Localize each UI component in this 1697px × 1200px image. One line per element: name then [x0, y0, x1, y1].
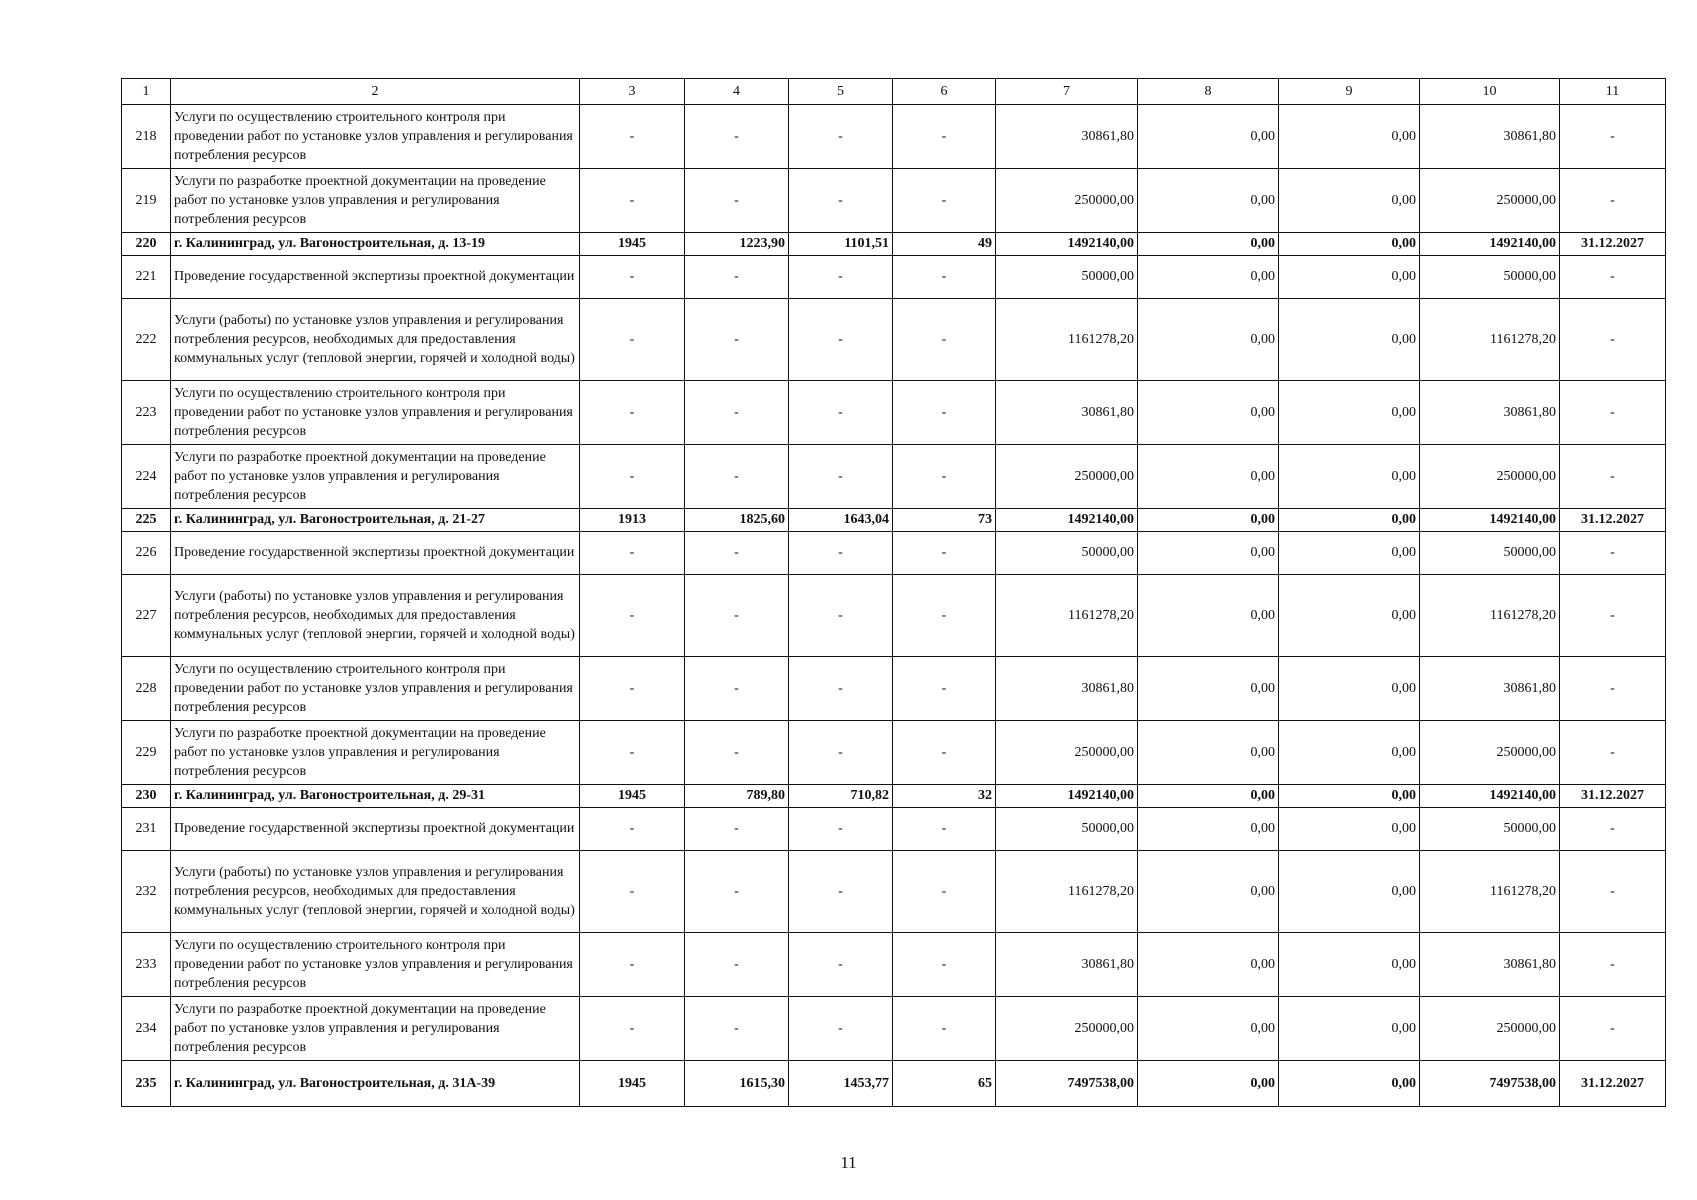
cell-fund-share: 0,00	[1138, 997, 1279, 1061]
cell-completion-date: 31.12.2027	[1560, 509, 1666, 532]
cell-fund-share: 0,00	[1138, 299, 1279, 381]
cell-total-cost: 30861,80	[996, 657, 1138, 721]
cell-owner-share: 50000,00	[1420, 256, 1560, 299]
cell-owner-share: 250000,00	[1420, 721, 1560, 785]
cell-residents: -	[893, 997, 996, 1061]
cell-owner-share: 30861,80	[1420, 933, 1560, 997]
cell-area-total: -	[685, 445, 789, 509]
cell-description: Проведение государственной экспертизы проектной документации	[171, 808, 580, 851]
address-row	[122, 509, 1666, 532]
cell-description: Услуги по разработке проектной документации на проведение работ по установке узлов управления и регулирования потребления ресурсов	[171, 445, 580, 509]
cell-area-living: -	[789, 299, 893, 381]
cell-total-cost: 1161278,20	[996, 851, 1138, 933]
column-number: 1	[122, 79, 171, 105]
cell-completion-date: -	[1560, 105, 1666, 169]
cell-fund-share: 0,00	[1138, 509, 1279, 532]
cell-residents: 65	[893, 1061, 996, 1107]
service-row	[122, 721, 1666, 785]
header-row	[122, 79, 1666, 105]
cell-total-cost: 30861,80	[996, 933, 1138, 997]
cell-area-total: -	[685, 381, 789, 445]
cell-description: Услуги по разработке проектной документации на проведение работ по установке узлов управления и регулирования потребления ресурсов	[171, 169, 580, 233]
cell-total-cost: 1161278,20	[996, 575, 1138, 657]
cell-budget-share: 0,00	[1279, 785, 1420, 808]
cell-owner-share: 1492140,00	[1420, 233, 1560, 256]
cell-budget-share: 0,00	[1279, 657, 1420, 721]
cell-completion-date: 31.12.2027	[1560, 785, 1666, 808]
cell-fund-share: 0,00	[1138, 575, 1279, 657]
cell-budget-share: 0,00	[1279, 233, 1420, 256]
cell-year: -	[580, 851, 685, 933]
cell-budget-share: 0,00	[1279, 105, 1420, 169]
cell-year: -	[580, 169, 685, 233]
cell-year: -	[580, 105, 685, 169]
cell-total-cost: 30861,80	[996, 105, 1138, 169]
cell-year: -	[580, 445, 685, 509]
cell-area-living: -	[789, 721, 893, 785]
cell-area-total: -	[685, 532, 789, 575]
cell-completion-date: -	[1560, 532, 1666, 575]
cell-description: Услуги по осуществлению строительного контроля при проведении работ по установке узлов управления и регулирования потребления ресурсов	[171, 933, 580, 997]
cell-owner-share: 250000,00	[1420, 169, 1560, 233]
cell-fund-share: 0,00	[1138, 169, 1279, 233]
cell-area-living: -	[789, 657, 893, 721]
cell-year: 1945	[580, 1061, 685, 1107]
column-number: 8	[1138, 79, 1279, 105]
cell-total-cost: 50000,00	[996, 532, 1138, 575]
cell-area-living: -	[789, 997, 893, 1061]
cell-description: Проведение государственной экспертизы проектной документации	[171, 532, 580, 575]
cell-area-total: -	[685, 933, 789, 997]
address-row	[122, 233, 1666, 256]
cell-fund-share: 0,00	[1138, 445, 1279, 509]
column-number: 6	[893, 79, 996, 105]
cell-residents: 73	[893, 509, 996, 532]
cell-completion-date: 31.12.2027	[1560, 233, 1666, 256]
column-number: 11	[1560, 79, 1666, 105]
cell-owner-share: 30861,80	[1420, 105, 1560, 169]
cell-area-total: -	[685, 657, 789, 721]
cell-area-total: 1825,60	[685, 509, 789, 532]
cell-area-living: 1643,04	[789, 509, 893, 532]
cell-description: Услуги по осуществлению строительного контроля при проведении работ по установке узлов управления и регулирования потребления ресурсов	[171, 381, 580, 445]
service-row	[122, 532, 1666, 575]
cell-total-cost: 250000,00	[996, 997, 1138, 1061]
cell-year: -	[580, 808, 685, 851]
cell-fund-share: 0,00	[1138, 233, 1279, 256]
cell-completion-date: -	[1560, 997, 1666, 1061]
cell-fund-share: 0,00	[1138, 381, 1279, 445]
cell-year: 1945	[580, 233, 685, 256]
cell-area-total: 789,80	[685, 785, 789, 808]
cell-row-number: 220	[122, 233, 171, 256]
cell-description: г. Калининград, ул. Вагоностроительная, д. 21-27	[171, 509, 580, 532]
cell-total-cost: 50000,00	[996, 256, 1138, 299]
cell-row-number: 232	[122, 851, 171, 933]
cell-total-cost: 1492140,00	[996, 509, 1138, 532]
cell-area-living: 1453,77	[789, 1061, 893, 1107]
cell-year: -	[580, 997, 685, 1061]
cell-area-total: -	[685, 851, 789, 933]
cell-owner-share: 50000,00	[1420, 808, 1560, 851]
cell-budget-share: 0,00	[1279, 532, 1420, 575]
cell-year: -	[580, 532, 685, 575]
cell-row-number: 225	[122, 509, 171, 532]
cell-completion-date: -	[1560, 721, 1666, 785]
cell-budget-share: 0,00	[1279, 381, 1420, 445]
cell-budget-share: 0,00	[1279, 933, 1420, 997]
cell-total-cost: 7497538,00	[996, 1061, 1138, 1107]
cell-area-total: -	[685, 256, 789, 299]
cell-owner-share: 250000,00	[1420, 445, 1560, 509]
cell-row-number: 231	[122, 808, 171, 851]
cell-residents: -	[893, 299, 996, 381]
page-number: 11	[840, 1153, 857, 1172]
cell-total-cost: 50000,00	[996, 808, 1138, 851]
cell-total-cost: 1161278,20	[996, 299, 1138, 381]
cell-total-cost: 30861,80	[996, 381, 1138, 445]
cell-row-number: 222	[122, 299, 171, 381]
cell-owner-share: 1492140,00	[1420, 509, 1560, 532]
cell-residents: 32	[893, 785, 996, 808]
cell-row-number: 234	[122, 997, 171, 1061]
column-number: 9	[1279, 79, 1420, 105]
cell-area-total: -	[685, 721, 789, 785]
cell-budget-share: 0,00	[1279, 509, 1420, 532]
cell-completion-date: -	[1560, 256, 1666, 299]
address-row	[122, 785, 1666, 808]
cell-row-number: 223	[122, 381, 171, 445]
cell-owner-share: 50000,00	[1420, 532, 1560, 575]
cell-row-number: 228	[122, 657, 171, 721]
cell-residents: -	[893, 721, 996, 785]
cell-budget-share: 0,00	[1279, 256, 1420, 299]
cell-area-total: -	[685, 997, 789, 1061]
cell-description: Услуги (работы) по установке узлов управления и регулирования потребления ресурсов, необходимых для предоставления коммунальных услуг (тепловой энергии, горячей и холодной воды)	[171, 851, 580, 933]
cell-fund-share: 0,00	[1138, 851, 1279, 933]
cell-completion-date: -	[1560, 445, 1666, 509]
cell-owner-share: 30861,80	[1420, 657, 1560, 721]
cell-owner-share: 1492140,00	[1420, 785, 1560, 808]
cell-budget-share: 0,00	[1279, 808, 1420, 851]
cell-residents: -	[893, 105, 996, 169]
cell-fund-share: 0,00	[1138, 256, 1279, 299]
cell-year: -	[580, 721, 685, 785]
cell-total-cost: 1492140,00	[996, 233, 1138, 256]
cell-area-living: -	[789, 851, 893, 933]
cell-owner-share: 7497538,00	[1420, 1061, 1560, 1107]
cell-residents: -	[893, 657, 996, 721]
cell-residents: -	[893, 256, 996, 299]
cell-area-total: -	[685, 105, 789, 169]
service-row	[122, 169, 1666, 233]
cell-completion-date: -	[1560, 575, 1666, 657]
cell-completion-date: -	[1560, 169, 1666, 233]
cell-row-number: 235	[122, 1061, 171, 1107]
cell-total-cost: 250000,00	[996, 169, 1138, 233]
cell-completion-date: -	[1560, 381, 1666, 445]
cell-description: Услуги по осуществлению строительного контроля при проведении работ по установке узлов управления и регулирования потребления ресурсов	[171, 657, 580, 721]
cell-fund-share: 0,00	[1138, 105, 1279, 169]
cell-budget-share: 0,00	[1279, 575, 1420, 657]
cell-residents: -	[893, 169, 996, 233]
cell-fund-share: 0,00	[1138, 532, 1279, 575]
cell-year: 1945	[580, 785, 685, 808]
cell-description: Услуги (работы) по установке узлов управления и регулирования потребления ресурсов, необходимых для предоставления коммунальных услуг (тепловой энергии, горячей и холодной воды)	[171, 575, 580, 657]
cell-residents: -	[893, 381, 996, 445]
cell-fund-share: 0,00	[1138, 933, 1279, 997]
cell-budget-share: 0,00	[1279, 851, 1420, 933]
column-number: 5	[789, 79, 893, 105]
cell-area-total: 1223,90	[685, 233, 789, 256]
cell-budget-share: 0,00	[1279, 169, 1420, 233]
cell-completion-date: -	[1560, 851, 1666, 933]
cell-year: -	[580, 933, 685, 997]
cell-row-number: 227	[122, 575, 171, 657]
cell-description: Услуги (работы) по установке узлов управления и регулирования потребления ресурсов, необходимых для предоставления коммунальных услуг (тепловой энергии, горячей и холодной воды)	[171, 299, 580, 381]
column-number: 2	[171, 79, 580, 105]
cell-year: -	[580, 381, 685, 445]
cell-residents: -	[893, 933, 996, 997]
cell-area-total: -	[685, 575, 789, 657]
service-row	[122, 381, 1666, 445]
cell-owner-share: 30861,80	[1420, 381, 1560, 445]
cell-area-living: -	[789, 169, 893, 233]
service-row	[122, 933, 1666, 997]
cell-year: -	[580, 299, 685, 381]
service-row	[122, 299, 1666, 381]
cell-fund-share: 0,00	[1138, 721, 1279, 785]
cell-area-living: -	[789, 808, 893, 851]
cell-completion-date: -	[1560, 933, 1666, 997]
cell-description: г. Калининград, ул. Вагоностроительная, д. 31А-39	[171, 1061, 580, 1107]
cell-residents: 49	[893, 233, 996, 256]
cell-row-number: 226	[122, 532, 171, 575]
cell-total-cost: 1492140,00	[996, 785, 1138, 808]
cell-completion-date: -	[1560, 808, 1666, 851]
service-row	[122, 256, 1666, 299]
cell-area-total: -	[685, 299, 789, 381]
column-number: 10	[1420, 79, 1560, 105]
cell-year: 1913	[580, 509, 685, 532]
cell-row-number: 221	[122, 256, 171, 299]
cell-year: -	[580, 575, 685, 657]
cell-total-cost: 250000,00	[996, 445, 1138, 509]
data-table	[121, 78, 1666, 1107]
cell-year: -	[580, 657, 685, 721]
service-row	[122, 445, 1666, 509]
cell-description: Услуги по осуществлению строительного контроля при проведении работ по установке узлов управления и регулирования потребления ресурсов	[171, 105, 580, 169]
column-number: 7	[996, 79, 1138, 105]
service-row	[122, 808, 1666, 851]
cell-area-living: 1101,51	[789, 233, 893, 256]
cell-total-cost: 250000,00	[996, 721, 1138, 785]
cell-year: -	[580, 256, 685, 299]
cell-description: Проведение государственной экспертизы проектной документации	[171, 256, 580, 299]
service-row	[122, 997, 1666, 1061]
cell-row-number: 224	[122, 445, 171, 509]
cell-fund-share: 0,00	[1138, 657, 1279, 721]
cell-residents: -	[893, 445, 996, 509]
cell-completion-date: 31.12.2027	[1560, 1061, 1666, 1107]
cell-area-living: 710,82	[789, 785, 893, 808]
cell-residents: -	[893, 851, 996, 933]
cell-budget-share: 0,00	[1279, 997, 1420, 1061]
cell-description: Услуги по разработке проектной документации на проведение работ по установке узлов управления и регулирования потребления ресурсов	[171, 997, 580, 1061]
cell-area-total: -	[685, 169, 789, 233]
cell-budget-share: 0,00	[1279, 445, 1420, 509]
service-row	[122, 105, 1666, 169]
column-number: 3	[580, 79, 685, 105]
cell-description: Услуги по разработке проектной документации на проведение работ по установке узлов управления и регулирования потребления ресурсов	[171, 721, 580, 785]
service-row	[122, 851, 1666, 933]
cell-area-living: -	[789, 256, 893, 299]
cell-fund-share: 0,00	[1138, 1061, 1279, 1107]
cell-budget-share: 0,00	[1279, 721, 1420, 785]
cell-residents: -	[893, 808, 996, 851]
cell-residents: -	[893, 532, 996, 575]
cell-area-living: -	[789, 532, 893, 575]
cell-area-living: -	[789, 933, 893, 997]
cell-fund-share: 0,00	[1138, 785, 1279, 808]
cell-area-total: 1615,30	[685, 1061, 789, 1107]
cell-area-living: -	[789, 445, 893, 509]
column-number: 4	[685, 79, 789, 105]
cell-owner-share: 1161278,20	[1420, 851, 1560, 933]
cell-budget-share: 0,00	[1279, 299, 1420, 381]
cell-owner-share: 1161278,20	[1420, 299, 1560, 381]
cell-row-number: 218	[122, 105, 171, 169]
cell-fund-share: 0,00	[1138, 808, 1279, 851]
cell-owner-share: 250000,00	[1420, 997, 1560, 1061]
cell-row-number: 219	[122, 169, 171, 233]
cell-row-number: 229	[122, 721, 171, 785]
cell-row-number: 230	[122, 785, 171, 808]
cell-completion-date: -	[1560, 657, 1666, 721]
cell-area-living: -	[789, 381, 893, 445]
service-row	[122, 575, 1666, 657]
cell-completion-date: -	[1560, 299, 1666, 381]
cell-description: г. Калининград, ул. Вагоностроительная, д. 29-31	[171, 785, 580, 808]
cell-row-number: 233	[122, 933, 171, 997]
cell-residents: -	[893, 575, 996, 657]
cell-area-total: -	[685, 808, 789, 851]
address-row	[122, 1061, 1666, 1107]
cell-area-living: -	[789, 575, 893, 657]
cell-description: г. Калининград, ул. Вагоностроительная, д. 13-19	[171, 233, 580, 256]
service-row	[122, 657, 1666, 721]
cell-budget-share: 0,00	[1279, 1061, 1420, 1107]
cell-owner-share: 1161278,20	[1420, 575, 1560, 657]
cell-area-living: -	[789, 105, 893, 169]
